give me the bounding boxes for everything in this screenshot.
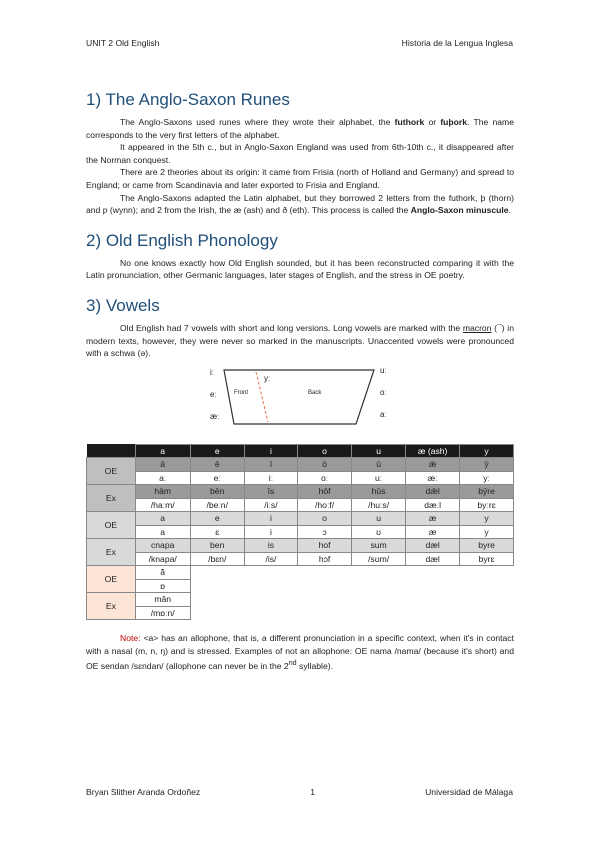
- column-header: y: [460, 444, 514, 458]
- table-cell: ɔ: [298, 525, 352, 539]
- term-macron: macron: [462, 322, 492, 333]
- table-row: [87, 498, 514, 512]
- table-cell: ɛ: [190, 525, 244, 539]
- table-cell: /bɛn/: [190, 552, 244, 566]
- table-cell: /knapa/: [135, 552, 190, 566]
- table-cell: uː: [352, 471, 406, 485]
- table-row: [87, 552, 514, 566]
- empty-cell: [298, 579, 352, 593]
- text: The Anglo-Saxons used runes where they wrote their alphabet, the: [120, 117, 395, 127]
- header-right: Historia de la Lengua Inglesa: [401, 38, 513, 48]
- table-cell: a: [135, 512, 190, 526]
- table-row: [87, 525, 514, 539]
- empty-cell: [352, 593, 406, 607]
- table-cell: dæl: [406, 539, 460, 553]
- empty-cell: [352, 566, 406, 580]
- paragraph: No one knows exactly how Old English sounded, but it has been reconstructed comparing it with the Latin pronunciation, other Germanic languages, later stages of English, and the stress in OE poetry.: [86, 257, 514, 281]
- row-label: OE: [87, 566, 136, 593]
- empty-cell: [298, 566, 352, 580]
- table-cell: hōf: [298, 485, 352, 499]
- vowel-table: [86, 444, 514, 621]
- table-cell: aː: [135, 471, 190, 485]
- column-header: o: [298, 444, 352, 458]
- empty-cell: [406, 566, 460, 580]
- row-label: Ex: [87, 593, 136, 620]
- vowel-label: yː: [264, 373, 271, 383]
- section-title: 1) The Anglo-Saxon Runes: [86, 90, 290, 109]
- table-cell: /beːn/: [190, 498, 244, 512]
- empty-cell: [298, 606, 352, 620]
- column-header: æ (ash): [406, 444, 460, 458]
- row-label: Ex: [87, 485, 136, 512]
- vowel-trapezoid-diagram: [208, 366, 408, 432]
- table-row: [87, 566, 514, 580]
- table-cell: u: [352, 512, 406, 526]
- footer-left: Bryan Slither Aranda Ordoñez: [86, 787, 201, 797]
- paragraph: [86, 322, 514, 360]
- empty-cell: [406, 606, 460, 620]
- term: fuþork: [440, 117, 468, 127]
- table-cell: æː: [406, 471, 460, 485]
- table-cell: oː: [298, 471, 352, 485]
- term: futhork: [394, 117, 425, 127]
- page-number: 1: [310, 787, 316, 797]
- section-phonology: [86, 231, 514, 282]
- vowel-label: uː: [380, 365, 387, 375]
- column-header: i: [244, 444, 297, 458]
- table-cell: īs: [244, 485, 297, 499]
- text: (¯) in modern texts, however, they were never so marked in the manuscripts. Unaccented vowels were pronounced with a schwa (ə).: [86, 322, 514, 359]
- table-row: [87, 579, 514, 593]
- table-cell: ē: [190, 458, 244, 472]
- table-cell: eː: [190, 471, 244, 485]
- table-cell: /sʊm/: [352, 552, 406, 566]
- table-header-row: [87, 444, 514, 458]
- empty-cell: [460, 606, 514, 620]
- note-text: <a> has an allophone, that is, a different pronunciation in a specific context, when it's in contact with a nasal (m, n, ŋ) and is stressed. Examples of not an allophone: OE nama /nama/ (because it's short) and OE sendan /sɛndan/ (allophone can never be in the 2: [86, 633, 514, 672]
- table-cell: hɔf: [298, 552, 352, 566]
- empty-cell: [460, 566, 514, 580]
- empty-cell: [190, 606, 244, 620]
- table-row: [87, 485, 514, 499]
- vowel-label: æː: [210, 411, 220, 421]
- table-cell: bȳre: [460, 485, 514, 499]
- table-cell: yː: [460, 471, 514, 485]
- text: .: [508, 205, 511, 216]
- table-cell: ɒ: [135, 579, 190, 593]
- note-paragraph: [86, 632, 514, 673]
- table-cell: dæl: [406, 552, 460, 566]
- table-cell: /mɒːn/: [135, 606, 190, 620]
- section-title: 2) Old English Phonology: [86, 230, 278, 250]
- table-cell: ȳ: [460, 458, 514, 472]
- empty-cell: [244, 579, 297, 593]
- table-cell: y: [460, 512, 514, 526]
- region-label: Front: [234, 389, 249, 396]
- empty-cell: [460, 593, 514, 607]
- table-cell: is: [244, 539, 297, 553]
- table-cell: ben: [190, 539, 244, 553]
- table-cell: y: [460, 525, 514, 539]
- table-cell: ā̆: [135, 566, 190, 580]
- table-cell: o: [298, 512, 352, 526]
- vowel-trapezoid: [208, 366, 408, 432]
- table-cell: /hoːf/: [298, 498, 352, 512]
- paragraph: There are 2 theories about its origin: it came from Frisia (north of Holland and Germany) and spread to England; or came from Scandinavia and later exported to Frisia and England.: [86, 167, 514, 190]
- table-cell: dæːl: [406, 498, 460, 512]
- table-cell: i: [244, 512, 297, 526]
- main-content: [86, 90, 514, 673]
- superscript: nd: [288, 659, 297, 668]
- table-cell: a: [135, 525, 190, 539]
- table-cell: æ: [406, 512, 460, 526]
- empty-cell: [244, 566, 297, 580]
- table-cell: dǣl: [406, 485, 460, 499]
- table-row: [87, 539, 514, 553]
- table-cell: bēn: [190, 485, 244, 499]
- table-cell: byre: [460, 539, 514, 553]
- note-label: Note:: [120, 633, 141, 644]
- table-cell: i: [244, 525, 297, 539]
- empty-cell: [190, 593, 244, 607]
- text: The Anglo-Saxons adapted the Latin alphabet, but they borrowed 2 letters from the futhork, þ (thorn) and ƿ (wynn); and 2 from the Irish, the æ (ash) and ð (eth). This process is called the: [86, 192, 514, 216]
- paragraph: [86, 116, 514, 141]
- column-header: e: [190, 444, 244, 458]
- section-vowels: [86, 296, 514, 673]
- vowel-label: iː: [210, 367, 214, 377]
- table-row: [87, 593, 514, 607]
- column-header: a: [135, 444, 190, 458]
- text: or: [424, 117, 441, 127]
- row-label: Ex: [87, 539, 136, 566]
- table-cell: sum: [352, 539, 406, 553]
- table-cell: ʊ: [352, 525, 406, 539]
- table-cell: iː: [244, 471, 297, 485]
- table-row: [87, 512, 514, 526]
- empty-cell: [406, 593, 460, 607]
- table-row: [87, 471, 514, 485]
- header-left: UNIT 2 Old English: [86, 38, 160, 48]
- region-label: Back: [308, 389, 322, 396]
- row-label: OE: [87, 458, 136, 485]
- table-cell: /iːs/: [244, 498, 297, 512]
- empty-cell: [190, 579, 244, 593]
- empty-cell: [244, 593, 297, 607]
- column-header: u: [352, 444, 406, 458]
- note-text: syllable).: [296, 661, 333, 672]
- term: Anglo-Saxon minuscule: [410, 205, 509, 216]
- table-cell: mân: [135, 593, 190, 607]
- vowel-label: eː: [210, 389, 217, 399]
- table-cell: /haːm/: [135, 498, 190, 512]
- table-cell: /huːs/: [352, 498, 406, 512]
- table-cell: byːrɛ: [460, 498, 514, 512]
- table-cell: /is/: [244, 552, 297, 566]
- vowel-label: oː: [380, 387, 387, 397]
- table-cell: e: [190, 512, 244, 526]
- empty-cell: [460, 579, 514, 593]
- table-cell: hof: [298, 539, 352, 553]
- text: Old English had 7 vowels with short and long versions. Long vowels are marked with the: [120, 322, 463, 333]
- page-footer: [86, 787, 513, 797]
- table-cell: ā: [135, 458, 190, 472]
- empty-cell: [406, 579, 460, 593]
- section-title: 3) Vowels: [86, 295, 160, 315]
- empty-cell: [352, 579, 406, 593]
- empty-cell: [190, 566, 244, 580]
- page-header: [86, 38, 513, 48]
- table-row: [87, 606, 514, 620]
- empty-cell: [244, 606, 297, 620]
- footer-right: Universidad de Málaga: [425, 787, 513, 797]
- table-row: [87, 458, 514, 472]
- vowel-label: aː: [380, 409, 387, 419]
- table-corner: [87, 444, 136, 458]
- paragraph: [86, 192, 514, 217]
- text: . The name corresponds to the very first letters of the alphabet.: [86, 117, 514, 140]
- table-cell: hūs: [352, 485, 406, 499]
- section-runes: [86, 90, 514, 217]
- row-label: OE: [87, 512, 136, 539]
- table-cell: ī: [244, 458, 297, 472]
- table-cell: æ: [406, 525, 460, 539]
- paragraph: It appeared in the 5th c., but in Anglo-Saxon England was used from 6th-10th c., it disappeared after the Norman conquest.: [86, 142, 514, 165]
- table-cell: byrɛ: [460, 552, 514, 566]
- table-cell: ū: [352, 458, 406, 472]
- table-cell: hām: [135, 485, 190, 499]
- table-cell: ō: [298, 458, 352, 472]
- table-cell: ǣ: [406, 458, 460, 472]
- table-cell: cnapa: [135, 539, 190, 553]
- empty-cell: [352, 606, 406, 620]
- empty-cell: [298, 593, 352, 607]
